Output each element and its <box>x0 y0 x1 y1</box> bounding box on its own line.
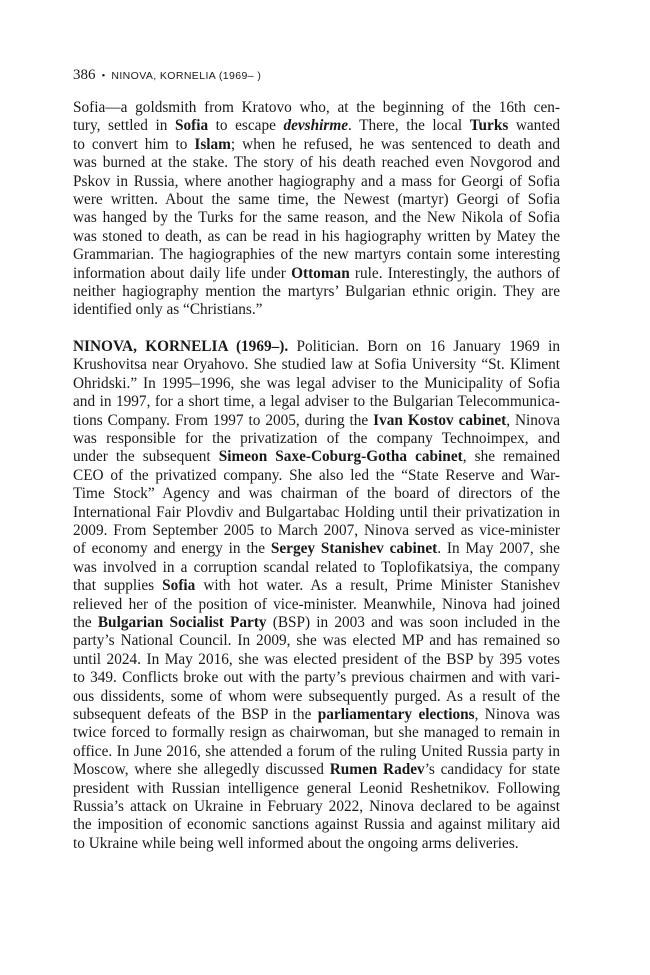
text-line <box>73 596 560 614</box>
bold-term: Simeon Saxe-Coburg-Gotha cabinet <box>218 448 463 466</box>
text-line <box>73 448 560 466</box>
text-line <box>73 154 560 172</box>
text-line <box>73 173 560 191</box>
text-run: . In May 2007, she <box>437 540 560 558</box>
text-run: Sofia—a goldsmith from Kratovo who, at the beginning of the 16th cen- <box>73 99 560 116</box>
text-run: twice forced to formally resign as chairwoman, but she managed to remain in <box>73 724 560 742</box>
text-line <box>73 301 560 319</box>
paragraph-sofia-martyrs <box>73 99 560 320</box>
text-run: Grammarian. The hagiographies of the new martyrs contain some interesting <box>73 246 560 264</box>
text-run: Time Stock” Agency and was chairman of the board of directors of the <box>73 485 560 503</box>
text-line <box>73 338 560 356</box>
text-run: Russia’s attack on Ukraine in February 2022, Ninova declared to be against <box>73 798 560 816</box>
bold-term: Rumen Radev <box>329 761 425 779</box>
text-run: , Ninova was <box>474 706 561 723</box>
book-page <box>73 66 560 853</box>
text-run: ’s candidacy for state <box>424 761 560 779</box>
bold-term: Sergey Stanishev cabinet <box>270 540 438 558</box>
text-run: Krushovitsa near Oryahovo. She studied law at Sofia University “St. Kliment <box>73 356 560 374</box>
text-run: subsequent defeats of the BSP in the <box>73 706 318 723</box>
text-line <box>73 117 560 135</box>
text-line <box>73 412 560 430</box>
text-line <box>73 614 560 632</box>
text-run: . There, the local <box>348 117 470 135</box>
text-run: tions Company. From 1997 to 2005, during the <box>73 411 374 429</box>
bold-term: Sofia <box>174 117 209 135</box>
text-run: to Ukraine while being well informed about the ongoing arms deliveries. <box>73 834 519 852</box>
text-run: the imposition of economic sanctions against Russia and against military aid <box>73 816 560 834</box>
text-line <box>73 504 560 522</box>
text-line <box>73 228 560 246</box>
text-line <box>73 136 560 154</box>
text-run: and in 1997, for a short time, a legal adviser to the Bulgarian Telecommunica- <box>73 393 560 411</box>
text-line <box>73 356 560 374</box>
text-run: with hot water. As a result, Prime Minister Stanishev <box>195 577 560 595</box>
text-run: identified only as “Christians.” <box>73 301 263 319</box>
text-run: until 2024. In May 2016, she was elected president of the BSP by 395 votes <box>73 650 560 668</box>
text-run: Pskov in Russia, where another hagiography and a mass for Georgi of Sofia <box>73 172 560 190</box>
text-run: (BSP) in 2003 and was soon included in the <box>266 613 560 631</box>
text-line <box>73 265 560 283</box>
text-line <box>73 688 560 706</box>
text-run: Politician. Born on 16 January 1969 in <box>288 337 560 355</box>
text-run: was burned at the stake. The story of his death reached even Novgorod and <box>73 154 560 172</box>
text-line <box>73 798 560 816</box>
bold-term: Islam <box>194 135 231 153</box>
text-line <box>73 375 560 393</box>
text-line <box>73 209 560 227</box>
bold-term: Ivan Kostov cabinet <box>373 411 507 429</box>
page-number: 386 <box>73 67 96 83</box>
text-line <box>73 99 560 117</box>
text-line <box>73 283 560 301</box>
bold-term: Turks <box>469 117 509 135</box>
running-header <box>73 66 560 85</box>
text-run: to escape <box>208 117 284 135</box>
text-run: tury, settled in <box>73 117 175 135</box>
text-run: was stoned to death, as can be read in his hagiography written by Matey the <box>73 227 560 245</box>
bold-term: devshirme <box>283 117 349 135</box>
text-run: party’s National Council. In 2009, she was elected MP and has remained so <box>73 632 560 650</box>
text-run: to 349. Conflicts broke out with the party’s previous chairmen and with vari- <box>73 669 560 687</box>
text-run: neither hagiography mention the martyrs’ Bulgarian ethnic origin. They are <box>73 283 560 301</box>
running-title: NINOVA, KORNELIA (1969– ) <box>111 70 262 82</box>
text-run: ; when he refused, he was sentenced to death and <box>230 135 560 153</box>
text-run: of economy and energy in the <box>73 540 271 558</box>
text-line <box>73 669 560 687</box>
bold-term: NINOVA, KORNELIA (1969–). <box>73 337 289 355</box>
text-line <box>73 816 560 834</box>
bold-term: parliamentary elections <box>317 706 475 723</box>
text-run: under the subsequent <box>73 448 219 466</box>
text-line <box>73 651 560 669</box>
bold-term: Ottoman <box>291 264 350 282</box>
text-line <box>73 559 560 577</box>
text-run: that supplies <box>73 577 163 595</box>
text-run: relieved her of the position of vice-minister. Meanwhile, Ninova had joined <box>73 595 560 613</box>
text-run: Ohridski.” In 1995–1996, she was legal adviser to the Municipality of Sofia <box>73 374 560 392</box>
text-run: the <box>73 613 98 631</box>
text-run: was hanged by the Turks for the same reason, and the New Nikola of Sofia <box>73 209 560 227</box>
text-run: to convert him to <box>73 135 195 153</box>
text-line <box>73 485 560 503</box>
text-line <box>73 393 560 411</box>
text-line <box>73 780 560 798</box>
text-run: was involved in a corruption scandal related to Toplofikatsiya, the company <box>73 558 560 576</box>
text-line <box>73 467 560 485</box>
text-line <box>73 540 560 558</box>
bold-term: Sofia <box>162 577 196 595</box>
text-run: president with Russian intelligence general Leonid Reshetnikov. Following <box>73 779 560 797</box>
text-line <box>73 835 560 853</box>
paragraph-ninova-entry <box>73 338 560 853</box>
text-line <box>73 522 560 540</box>
text-run: rule. Interestingly, the authors of <box>349 264 560 282</box>
text-run: office. In June 2016, she attended a forum of the ruling United Russia party in <box>73 742 560 760</box>
text-run: International Fair Plovdiv and Bulgartabac Holding until their privatization in <box>73 503 560 521</box>
text-line <box>73 632 560 650</box>
text-line <box>73 743 560 761</box>
text-line <box>73 246 560 264</box>
header-bullet: • <box>101 70 106 82</box>
text-run: , she remained <box>462 448 561 466</box>
text-line <box>73 191 560 209</box>
text-line <box>73 724 560 742</box>
text-run: was responsible for the privatization of the company Technoimpex, and <box>73 429 560 447</box>
bold-term: Bulgarian Socialist Party <box>97 613 267 631</box>
text-line <box>73 761 560 779</box>
text-run: ous dissidents, some of whom were subsequently purged. As a result of the <box>73 687 560 705</box>
text-run: information about daily life under <box>73 264 292 282</box>
text-run: Moscow, where she allegedly discussed <box>73 761 330 779</box>
text-run: 2009. From September 2005 to March 2007, Ninova served as vice-minister <box>73 521 560 539</box>
text-run: wanted <box>508 117 561 135</box>
text-line <box>73 706 560 724</box>
text-run: were written. About the same time, the Newest (martyr) Georgi of Sofia <box>73 191 560 209</box>
text-line <box>73 577 560 595</box>
text-run: , Ninova <box>506 411 561 429</box>
text-run: CEO of the privatized company. She also led the “State Reserve and War- <box>73 466 560 484</box>
text-line <box>73 430 560 448</box>
